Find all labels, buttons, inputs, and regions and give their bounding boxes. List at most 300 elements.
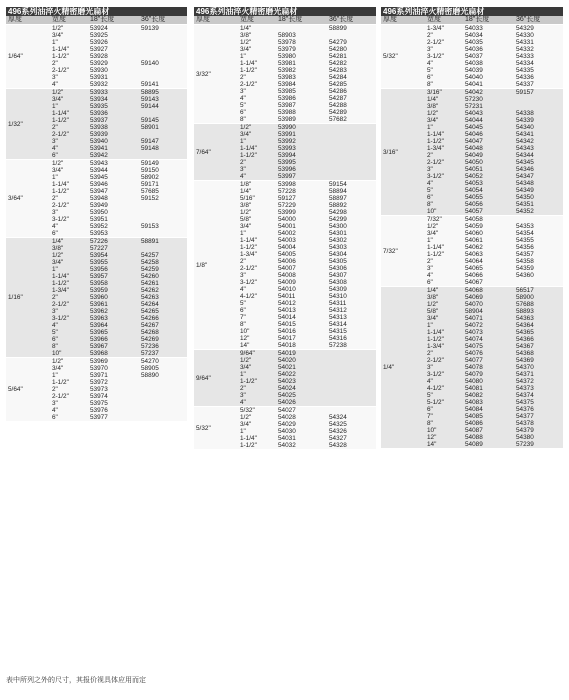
table-row: [194, 350, 376, 358]
width-cell: 4": [238, 95, 276, 102]
part-18in-cell: 53997: [276, 173, 327, 181]
width-cell: 3/4": [238, 46, 276, 53]
part-18in-cell: 54012: [276, 300, 327, 307]
column-header-36in: 36"长度: [139, 16, 187, 25]
part-18in-cell: 53996: [276, 166, 327, 173]
part-36in-cell: 57238: [327, 342, 376, 350]
width-cell: 4": [238, 286, 276, 293]
part-36in-cell: 54324: [327, 414, 376, 421]
width-cell: 6": [50, 414, 88, 421]
part-18in-cell: 54023: [276, 378, 327, 385]
width-cell: 5": [425, 187, 463, 194]
part-18in-cell: 53933: [88, 89, 139, 97]
part-36in-cell: [139, 39, 187, 46]
part-18in-cell: 53960: [88, 294, 139, 301]
part-18in-cell: 53962: [88, 308, 139, 315]
part-18in-cell: 54083: [463, 399, 514, 406]
part-18in-cell: 53938: [88, 124, 139, 131]
thickness-cell: 1/4": [381, 287, 425, 449]
part-18in-cell: 54032: [276, 442, 327, 449]
width-cell: 3": [50, 74, 88, 81]
part-18in-cell: 54048: [463, 145, 514, 152]
table-row: [6, 89, 187, 97]
part-18in-cell: 53987: [276, 102, 327, 109]
part-18in-cell: 53955: [88, 259, 139, 266]
column-header-36in: 36"长度: [514, 16, 563, 25]
width-cell: 3-1/2": [238, 279, 276, 286]
part-36in-cell: 57237: [139, 350, 187, 358]
table-grid: [6, 16, 187, 421]
width-cell: 6": [425, 406, 463, 413]
part-36in-cell: 59150: [139, 167, 187, 174]
table-row: [381, 216, 563, 224]
part-36in-cell: [327, 357, 376, 364]
width-cell: 2": [425, 152, 463, 159]
part-18in-cell: 53972: [88, 379, 139, 386]
thickness-group: [194, 181, 376, 350]
part-36in-cell: 54312: [327, 307, 376, 314]
part-36in-cell: 59157: [514, 89, 563, 97]
width-cell: 1-1/2": [50, 188, 88, 195]
part-18in-cell: 54060: [463, 230, 514, 237]
part-18in-cell: 53985: [276, 88, 327, 95]
width-cell: 1": [238, 428, 276, 435]
part-18in-cell: 53958: [88, 280, 139, 287]
part-18in-cell: 53994: [276, 152, 327, 159]
width-cell: 3-1/2": [425, 53, 463, 60]
width-cell: 10": [238, 328, 276, 335]
width-cell: 1/2": [238, 357, 276, 364]
part-36in-cell: 59171: [139, 181, 187, 188]
part-36in-cell: 54316: [327, 335, 376, 342]
part-36in-cell: 58902: [139, 174, 187, 181]
part-18in-cell: 54008: [276, 272, 327, 279]
width-cell: 3/4": [238, 131, 276, 138]
part-36in-cell: 54314: [327, 321, 376, 328]
part-18in-cell: 53945: [88, 174, 139, 181]
part-36in-cell: 54371: [514, 371, 563, 378]
part-18in-cell: 53975: [88, 400, 139, 407]
part-36in-cell: [139, 46, 187, 53]
part-18in-cell: 54045: [463, 124, 514, 131]
part-36in-cell: 54339: [514, 117, 563, 124]
part-36in-cell: 57236: [139, 343, 187, 350]
part-18in-cell: 54042: [463, 89, 514, 97]
part-36in-cell: 57685: [139, 188, 187, 195]
part-36in-cell: [327, 364, 376, 371]
part-18in-cell: 53925: [88, 32, 139, 39]
width-cell: 3/4": [425, 117, 463, 124]
part-18in-cell: 54028: [276, 414, 327, 421]
part-18in-cell: 53953: [88, 230, 139, 238]
width-cell: 6": [425, 194, 463, 201]
part-36in-cell: 54307: [327, 272, 376, 279]
part-18in-cell: 54086: [463, 420, 514, 427]
part-18in-cell: 54047: [463, 138, 514, 145]
width-cell: 3": [425, 265, 463, 272]
column-header-18in: 18"长度: [88, 16, 139, 25]
part-18in-cell: 53974: [88, 393, 139, 400]
column-header-width: 宽度: [238, 16, 276, 25]
part-36in-cell: 54329: [514, 25, 563, 33]
width-cell: 1/2": [50, 358, 88, 366]
part-36in-cell: [327, 350, 376, 358]
part-18in-cell: 54014: [276, 314, 327, 321]
part-18in-cell: 54077: [463, 357, 514, 364]
part-36in-cell: 54350: [514, 194, 563, 201]
width-cell: 1-3/4": [238, 251, 276, 258]
part-36in-cell: 59152: [139, 195, 187, 202]
part-36in-cell: 54378: [514, 420, 563, 427]
width-cell: 10": [425, 427, 463, 434]
part-18in-cell: 54081: [463, 385, 514, 392]
part-18in-cell: 54089: [463, 441, 514, 448]
part-36in-cell: 54373: [514, 385, 563, 392]
part-18in-cell: 57228: [276, 188, 327, 195]
thickness-cell: 5/64": [6, 358, 50, 422]
table-row: [194, 407, 376, 415]
width-cell: 1": [238, 53, 276, 60]
part-36in-cell: [139, 131, 187, 138]
width-cell: 6": [238, 109, 276, 116]
part-18in-cell: 53924: [88, 25, 139, 33]
part-18in-cell: 54035: [463, 39, 514, 46]
part-36in-cell: 54257: [139, 252, 187, 259]
part-36in-cell: 54363: [514, 315, 563, 322]
width-cell: 2-1/2": [238, 81, 276, 88]
part-36in-cell: 54268: [139, 329, 187, 336]
part-18in-cell: 54080: [463, 378, 514, 385]
thickness-group: [381, 89, 563, 216]
part-36in-cell: [139, 110, 187, 117]
part-36in-cell: 54340: [514, 124, 563, 131]
width-cell: 1": [238, 138, 276, 145]
part-18in-cell: 54033: [463, 25, 514, 33]
part-36in-cell: [139, 53, 187, 60]
width-cell: 8": [425, 81, 463, 89]
width-cell: 8": [425, 201, 463, 208]
part-36in-cell: 54335: [514, 67, 563, 74]
width-cell: 12": [425, 434, 463, 441]
part-36in-cell: 58893: [514, 308, 563, 315]
part-18in-cell: 54016: [276, 328, 327, 335]
part-36in-cell: [139, 67, 187, 74]
width-cell: 4-1/2": [238, 293, 276, 300]
part-18in-cell: 54071: [463, 315, 514, 322]
part-36in-cell: 54299: [327, 216, 376, 223]
thickness-group: [6, 25, 187, 89]
part-36in-cell: 54341: [514, 131, 563, 138]
width-cell: 1": [50, 174, 88, 181]
width-cell: 6": [425, 279, 463, 287]
part-36in-cell: [139, 202, 187, 209]
width-cell: 2": [238, 159, 276, 166]
part-18in-cell: 53964: [88, 322, 139, 329]
table-row: [6, 238, 187, 246]
part-36in-cell: 54305: [327, 258, 376, 265]
part-36in-cell: 54376: [514, 406, 563, 413]
part-18in-cell: 58903: [276, 32, 327, 39]
part-18in-cell: 54052: [463, 173, 514, 180]
width-cell: 1-3/4": [425, 343, 463, 350]
part-18in-cell: 54038: [463, 60, 514, 67]
part-36in-cell: 54352: [514, 208, 563, 216]
width-cell: 1-1/4": [425, 244, 463, 251]
part-36in-cell: 54258: [139, 259, 187, 266]
width-cell: 2": [425, 32, 463, 39]
width-cell: 2-1/2": [238, 265, 276, 272]
part-36in-cell: 54367: [514, 343, 563, 350]
width-cell: 8": [238, 116, 276, 124]
part-36in-cell: 54336: [514, 74, 563, 81]
thickness-group: [194, 407, 376, 450]
part-18in-cell: 54054: [463, 187, 514, 194]
part-36in-cell: 54326: [327, 428, 376, 435]
width-cell: 1/2": [238, 414, 276, 421]
part-36in-cell: 58891: [139, 238, 187, 246]
width-cell: 1-1/2": [238, 67, 276, 74]
part-18in-cell: 54084: [463, 406, 514, 413]
part-36in-cell: 54282: [327, 60, 376, 67]
part-36in-cell: 54280: [327, 46, 376, 53]
width-cell: 5": [238, 300, 276, 307]
part-18in-cell: 53946: [88, 181, 139, 188]
width-cell: 8": [238, 321, 276, 328]
part-36in-cell: 54370: [514, 364, 563, 371]
part-36in-cell: 59141: [139, 81, 187, 89]
part-36in-cell: 59140: [139, 60, 187, 67]
part-18in-cell: 53968: [88, 350, 139, 358]
table-row: [381, 89, 563, 97]
width-cell: 1-1/2": [238, 378, 276, 385]
part-36in-cell: 54270: [139, 358, 187, 366]
part-36in-cell: 54304: [327, 251, 376, 258]
part-18in-cell: 54003: [276, 237, 327, 244]
part-18in-cell: 53989: [276, 116, 327, 124]
part-18in-cell: 54088: [463, 434, 514, 441]
table-row: [381, 287, 563, 295]
column-header-thickness: 厚度: [194, 16, 238, 25]
part-18in-cell: 53961: [88, 301, 139, 308]
header-row: [6, 16, 187, 25]
width-cell: 7": [238, 314, 276, 321]
part-36in-cell: 58892: [327, 202, 376, 209]
part-18in-cell: 53971: [88, 372, 139, 379]
part-18in-cell: 53936: [88, 110, 139, 117]
part-18in-cell: 58904: [463, 308, 514, 315]
part-36in-cell: 59154: [327, 181, 376, 189]
width-cell: 2-1/2": [425, 39, 463, 46]
width-cell: 6": [50, 152, 88, 160]
part-36in-cell: [139, 74, 187, 81]
width-cell: 4": [238, 173, 276, 181]
part-36in-cell: 54359: [514, 265, 563, 272]
thickness-group: [6, 358, 187, 422]
part-18in-cell: 54075: [463, 343, 514, 350]
part-36in-cell: 54347: [514, 173, 563, 180]
part-18in-cell: 53983: [276, 74, 327, 81]
part-18in-cell: 54018: [276, 342, 327, 350]
width-cell: 1/2": [50, 160, 88, 168]
part-18in-cell: 53928: [88, 53, 139, 60]
part-36in-cell: 54333: [514, 53, 563, 60]
part-36in-cell: 54351: [514, 201, 563, 208]
width-cell: 1-1/4": [50, 273, 88, 280]
part-18in-cell: 53939: [88, 131, 139, 138]
part-36in-cell: 57688: [514, 301, 563, 308]
width-cell: 1-1/4": [238, 60, 276, 67]
part-18in-cell: 59127: [276, 195, 327, 202]
part-36in-cell: 59144: [139, 103, 187, 110]
part-18in-cell: 54064: [463, 258, 514, 265]
part-36in-cell: [139, 393, 187, 400]
column-header-thickness: 厚度: [381, 16, 425, 25]
part-36in-cell: 59139: [139, 25, 187, 33]
part-36in-cell: [139, 400, 187, 407]
part-18in-cell: 53969: [88, 358, 139, 366]
part-18in-cell: 53990: [276, 124, 327, 132]
width-cell: 1-1/2": [50, 53, 88, 60]
width-cell: 2": [50, 124, 88, 131]
part-36in-cell: 54288: [327, 102, 376, 109]
part-36in-cell: 54260: [139, 273, 187, 280]
part-18in-cell: 57231: [463, 103, 514, 110]
thickness-cell: 9/64": [194, 350, 238, 407]
width-cell: 4-1/2": [425, 385, 463, 392]
width-cell: 5": [238, 102, 276, 109]
part-18in-cell: 54043: [463, 110, 514, 117]
part-18in-cell: 54072: [463, 322, 514, 329]
part-36in-cell: 54315: [327, 328, 376, 335]
part-36in-cell: 54368: [514, 350, 563, 357]
part-36in-cell: [327, 145, 376, 152]
part-18in-cell: 54067: [463, 279, 514, 287]
width-cell: 2-1/2": [50, 202, 88, 209]
part-36in-cell: 54303: [327, 244, 376, 251]
part-36in-cell: 57682: [327, 116, 376, 124]
part-18in-cell: 53951: [88, 216, 139, 223]
width-cell: 1-1/4": [425, 329, 463, 336]
part-18in-cell: [276, 25, 327, 33]
width-cell: 6": [50, 230, 88, 238]
part-36in-cell: [514, 103, 563, 110]
part-36in-cell: 54286: [327, 88, 376, 95]
width-cell: 3": [50, 400, 88, 407]
table-title: 496系列油淬火精密磨光扁材: [381, 7, 563, 16]
part-18in-cell: 53978: [276, 39, 327, 46]
part-36in-cell: 54264: [139, 301, 187, 308]
width-cell: 3": [50, 209, 88, 216]
width-cell: 1-3/4": [425, 25, 463, 33]
table-grid: [194, 16, 376, 449]
part-36in-cell: 54346: [514, 166, 563, 173]
part-36in-cell: 58894: [327, 188, 376, 195]
width-cell: 2-1/2": [425, 357, 463, 364]
thickness-group: [6, 160, 187, 238]
part-36in-cell: [139, 407, 187, 414]
part-18in-cell: 54034: [463, 32, 514, 39]
footnote: 表中所列之外的尺寸，其报价视具体应用而定: [6, 677, 146, 684]
width-cell: 2": [50, 60, 88, 67]
width-cell: 1-1/4": [238, 145, 276, 152]
width-cell: 2": [238, 74, 276, 81]
thickness-group: [194, 350, 376, 407]
width-cell: 1": [425, 322, 463, 329]
width-cell: 1/4": [238, 188, 276, 195]
part-36in-cell: 54372: [514, 378, 563, 385]
part-36in-cell: 58895: [139, 89, 187, 97]
width-cell: 4": [425, 378, 463, 385]
table-row: [381, 25, 563, 33]
part-36in-cell: 54289: [327, 109, 376, 116]
part-36in-cell: 54310: [327, 293, 376, 300]
part-36in-cell: 54301: [327, 230, 376, 237]
part-18in-cell: 54017: [276, 335, 327, 342]
part-36in-cell: [139, 245, 187, 252]
part-36in-cell: 54344: [514, 152, 563, 159]
part-36in-cell: [139, 379, 187, 386]
width-cell: 7": [425, 413, 463, 420]
part-36in-cell: [327, 173, 376, 181]
thickness-cell: 5/32": [194, 407, 238, 450]
width-cell: 3": [425, 364, 463, 371]
width-cell: 2-1/2": [50, 301, 88, 308]
width-cell: 2-1/2": [50, 67, 88, 74]
part-18in-cell: 57229: [276, 202, 327, 209]
part-18in-cell: 57226: [88, 238, 139, 246]
part-18in-cell: 54024: [276, 385, 327, 392]
column-header-18in: 18"长度: [463, 16, 514, 25]
width-cell: 1-1/2": [425, 138, 463, 145]
width-cell: 3/4": [238, 223, 276, 230]
width-cell: 1-1/4": [238, 237, 276, 244]
part-36in-cell: 56517: [514, 287, 563, 295]
part-18in-cell: 53950: [88, 209, 139, 216]
part-18in-cell: 54020: [276, 357, 327, 364]
part-18in-cell: 53991: [276, 131, 327, 138]
part-36in-cell: 54267: [139, 322, 187, 329]
table-row: [194, 181, 376, 189]
part-18in-cell: 53981: [276, 60, 327, 67]
part-36in-cell: 54364: [514, 322, 563, 329]
width-cell: 1": [50, 103, 88, 110]
width-cell: 1": [425, 124, 463, 131]
width-cell: 1": [425, 237, 463, 244]
width-cell: 1-1/4": [425, 131, 463, 138]
width-cell: 5/8": [425, 308, 463, 315]
column-header-36in: 36"长度: [327, 16, 376, 25]
thickness-group: [381, 216, 563, 287]
part-18in-cell: 54059: [463, 223, 514, 230]
part-36in-cell: [327, 159, 376, 166]
part-36in-cell: 54366: [514, 336, 563, 343]
part-18in-cell: 54029: [276, 421, 327, 428]
part-18in-cell: 53980: [276, 53, 327, 60]
part-18in-cell: 54009: [276, 279, 327, 286]
width-cell: 5": [425, 67, 463, 74]
part-18in-cell: 54015: [276, 321, 327, 328]
width-cell: 1-1/4": [238, 435, 276, 442]
width-cell: 3/4": [50, 259, 88, 266]
part-36in-cell: 54259: [139, 266, 187, 273]
part-36in-cell: 54374: [514, 392, 563, 399]
part-18in-cell: 54053: [463, 180, 514, 187]
part-36in-cell: [327, 371, 376, 378]
part-18in-cell: 53934: [88, 96, 139, 103]
width-cell: 3/8": [238, 32, 276, 39]
part-18in-cell: 54041: [463, 81, 514, 89]
part-36in-cell: 54261: [139, 280, 187, 287]
